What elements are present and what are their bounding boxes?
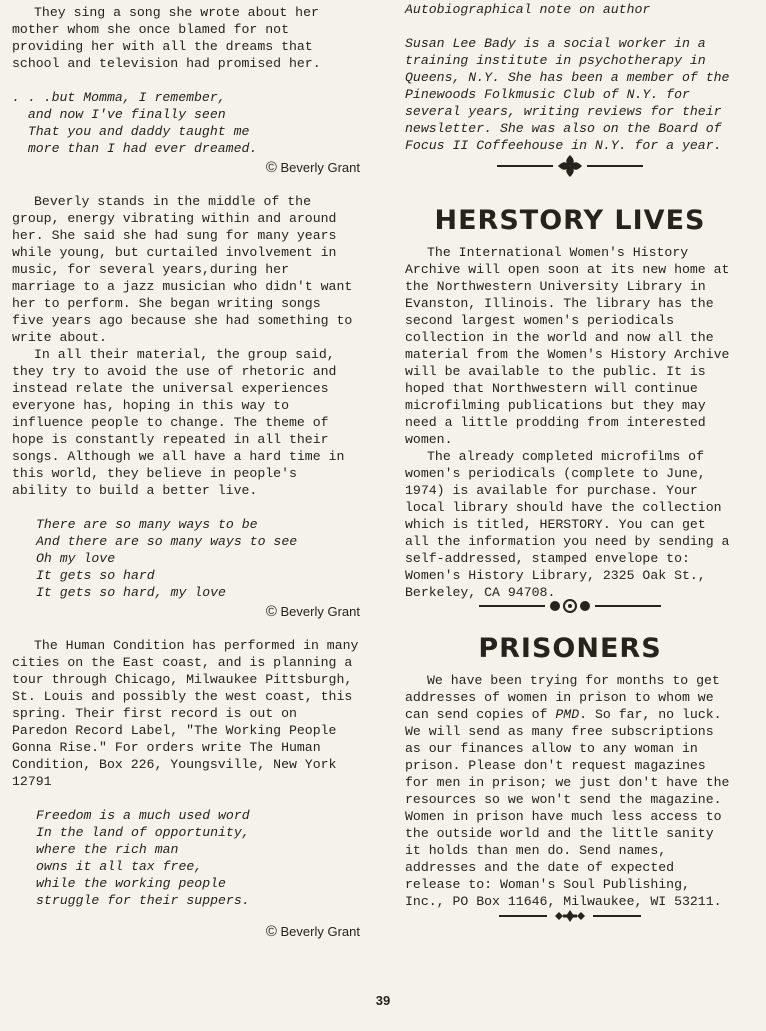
beverly-paragraph: Beverly stands in the middle of the group, energy vibrating within and around her. She said she had sung for many years while young, but curtailed involvement in music, for several years,during her marriage to a jazz musician who didn't want her to perform. She began writing songs five years ago because she had something to write about. — [12, 194, 353, 345]
song-credit-1 — [12, 159, 360, 176]
material-paragraph: In all their material, the group said, they try to avoid the use of rhetoric and instead relate the universal experiences everyone has, hoping in this way to influence people to change. The theme of hope is constantly repeated in all their songs. Although we all have a hard time in this world, they believe in people's ability to build a better live. — [12, 347, 345, 498]
verse-line: It gets so hard — [36, 568, 155, 583]
verse-line: In the land of opportunity, — [36, 825, 250, 840]
verse-line: Oh my love — [36, 551, 116, 566]
page-number: 39 — [375, 993, 391, 1008]
cross-divider-icon — [495, 908, 645, 924]
herstory-paragraph-1: The International Women's History Archive will open soon at its new home at the Northwestern University Library in Evanston, Illinois. The library has the second largest women's periodicals collection in the world and now all the material from the Women's History Archive will be available to the public. It is hoped that Northwestern will continue microfilming publications but they may need a little prodding from interested women. — [405, 245, 730, 447]
copyright-symbol: © — [265, 159, 277, 176]
herstory-paragraph-2: The already completed microfilms of women's periodicals (complete to June, 1974) is available for purchase. Your local library should have the collection which is titled, HERSTORY. You can get all the information you need by sending a self-addressed, stamped envelope to: Women's History Library, 2325 Oak St., Berkeley, CA 94708. — [405, 449, 730, 600]
verse-line: And there are so many ways to see — [36, 534, 298, 549]
verse-line: more than I had ever dreamed. — [12, 141, 258, 156]
verse-line: struggle for their suppers. — [36, 893, 250, 908]
verse-line: . . .but Momma, I remember, — [12, 90, 226, 105]
verse-line: It gets so hard, my love — [36, 585, 226, 600]
verse-line: owns it all tax free, — [36, 859, 203, 874]
credit-name: Beverly Grant — [280, 160, 360, 175]
verse-line: Freedom is a much used word — [36, 808, 250, 823]
prisoners-text-b: . So far, no luck. We will send as many free subscriptions as our finances allow to any woman in prison. Please don't request magazines for men in prison; we just don't have the resources so we won't send the magazine. Women in prison have much less access to the outside world and the little sanity it holds than men do. Send names, addresses and the date of expected release to: Woman's Soul Publishing, Inc., PO Box 11646, Milwaukee, WI 53211. — [405, 707, 730, 909]
author-note: Susan Lee Bady is a social worker in a training institute in psychotherapy in Queens, N.Y. She has been a member of the Pinewoods Folkmusic Club of N.Y. for several years, writing reviews for their newsletter. She was also on the Board of Focus II Coffeehouse in N.Y. for a year. — [405, 36, 730, 153]
left-column — [12, 0, 360, 940]
human-condition-paragraph: The Human Condition has performed in many cities on the East coast, and is planning a tour through Chicago, Milwaukee Pittsburgh, St. Louis and possibly the west coast, this spring. Their first record is out on Paredon Record Label, "The Working People Gonna Rise." For orders write The Human Condition, Box 226, Youngsville, New York 12791 — [12, 638, 359, 789]
verse-line: There are so many ways to be — [36, 517, 258, 532]
verse-line: while the working people — [36, 876, 226, 891]
prisoners-paragraph — [405, 672, 735, 910]
copyright-symbol: © — [265, 923, 277, 940]
fleuron-divider-icon — [495, 154, 645, 178]
right-column — [405, 0, 735, 924]
prisoners-text-a: We have been trying for months to get addresses of women in prison to whom we can send copies of — [405, 673, 720, 722]
verse-line: and now I've finally seen — [12, 107, 226, 122]
pmd-title: PMD — [555, 707, 580, 722]
verse-line: That you and daddy taught me — [12, 124, 250, 139]
song-credit-3 — [12, 923, 360, 940]
song-verse-3 — [12, 807, 360, 909]
song-verse-1 — [12, 89, 360, 157]
song-credit-2 — [12, 603, 360, 620]
prisoners-title: PRISONERS — [478, 633, 662, 664]
author-note-heading: Autobiographical note on author — [405, 2, 651, 17]
intro-paragraph: They sing a song she wrote about her mother whom she once blamed for not providing her with all the dreams that school and television had promised her. — [12, 5, 321, 71]
song-verse-2 — [12, 516, 360, 601]
herstory-title: HERSTORY LIVES — [434, 205, 706, 236]
copyright-symbol: © — [265, 603, 277, 620]
credit-name: Beverly Grant — [280, 924, 360, 939]
credit-name: Beverly Grant — [280, 604, 360, 619]
verse-line: where the rich man — [36, 842, 179, 857]
